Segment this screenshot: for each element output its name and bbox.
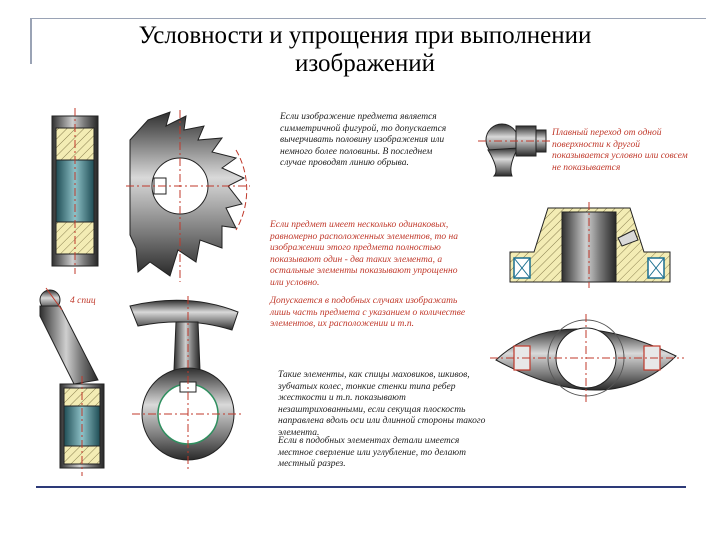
half-gear-drawing <box>126 110 250 282</box>
note-local-section-text: Если в подобных элементах детали имеется местное сверление или углубление, то делают местный разрез. <box>278 436 466 469</box>
note-repeated-elements <box>270 220 470 289</box>
note-repeated-elements-text: Если предмет имеет несколько одинаковых, равномерно расположенных элементов, то на изображении этого предмета полностью показывают один - два таких элемента, а остальные элементы показывают упрощенно или условно. <box>270 220 458 288</box>
gear-section-drawing <box>52 108 98 274</box>
title-line-2: изображений <box>294 50 436 77</box>
note-symmetry-text: Если изображение предмета является симметричной фигурой, то допускается вычерчивать половину изображения или немного более половины. В последнем случае проводят линию обрыва. <box>280 112 447 168</box>
knob-drawing <box>478 124 552 176</box>
note-thin-walls <box>278 370 490 439</box>
note-smooth-transition <box>552 128 698 174</box>
note-partial-view <box>270 296 470 331</box>
note-smooth-transition-text: Плавный переход от одной поверхности к другой показывается условно или совсем не показывается <box>552 128 688 173</box>
note-partial-view-text: Допускается в подобных случаях изображать лишь часть предмета с указанием о количестве элементов, их расположении и т.п. <box>270 296 466 329</box>
spoke-count-label: 4 спиц <box>70 296 96 306</box>
note-local-section <box>278 436 490 471</box>
note-symmetry <box>280 112 452 170</box>
spoked-wheel-drawing <box>130 296 244 470</box>
slide-bottom-line <box>36 486 686 488</box>
title-line-1: Условности и упрощения при выполнении <box>138 22 592 49</box>
oval-flange-drawing <box>490 314 684 402</box>
housing-section-drawing <box>510 202 670 288</box>
note-thin-walls-text: Такие элементы, как спицы маховиков, шкивов, зубчатых колес, тонкие стенки типа ребер жесткости и т.п. показывают незаштрихованными, если секущая плоскость направлена вдоль оси или длинной стороны такого элемента. <box>278 370 486 438</box>
spoke-arm-drawing <box>40 288 104 476</box>
